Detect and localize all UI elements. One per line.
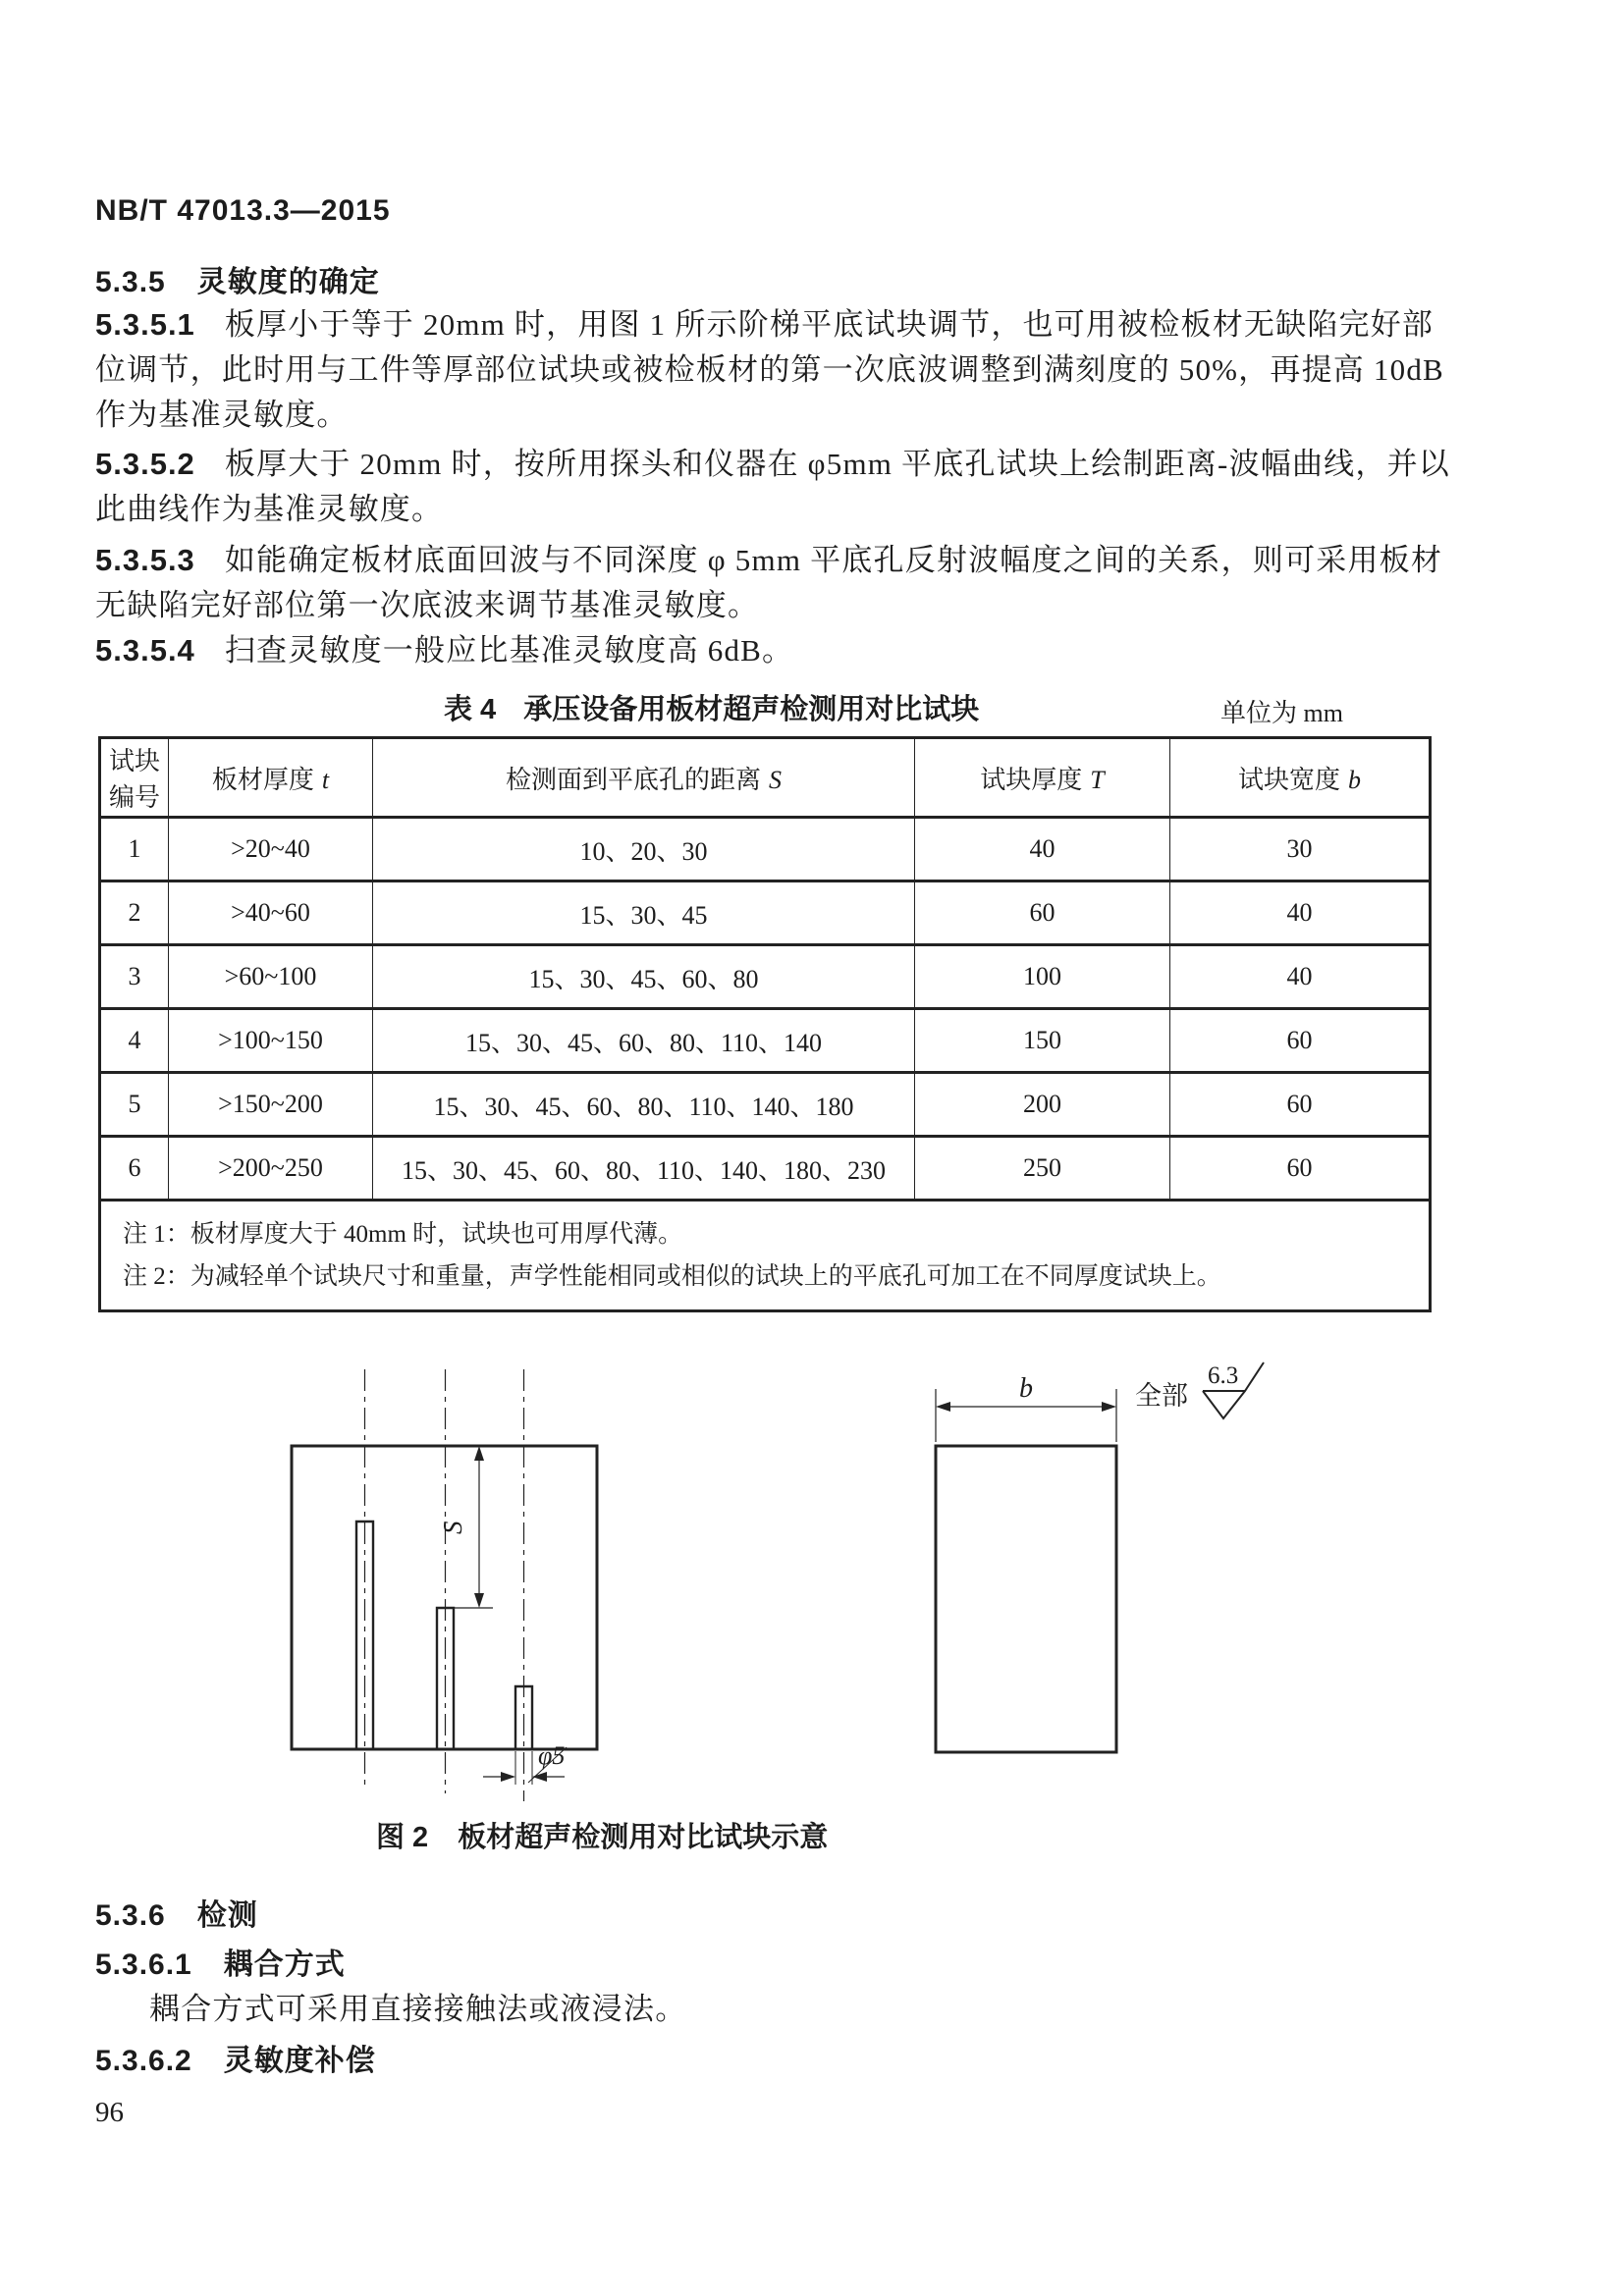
paragraph-line: 作为基准灵敏度。 [95, 398, 349, 432]
table-row [100, 881, 1431, 945]
b-arrow-left [936, 1402, 950, 1412]
cell-hole-distances: 15、30、45、60、80 [373, 945, 915, 1009]
cell-block-number: 5 [100, 1073, 169, 1137]
b-arrow-right [1102, 1402, 1116, 1412]
clause-heading-5-3-5 [95, 257, 380, 300]
col-header-block-thickness: 试块厚度 T [915, 738, 1170, 818]
paragraph-5-3-5-1 [95, 302, 1444, 438]
cell-plate-thickness: >150~200 [169, 1073, 373, 1137]
clause-title: 耦合方式 [223, 1949, 346, 1981]
clause-number: 5.3.5.2 [95, 447, 195, 481]
table-row [100, 945, 1431, 1009]
table-unit: 单位为 mm [1220, 699, 1343, 727]
clause-number: 5.3.6.1 [95, 1949, 192, 1981]
cell-block-number: 3 [100, 945, 169, 1009]
table-notes-row [100, 1201, 1431, 1311]
paragraph-line: 位调节，此时用与工件等厚部位试块或被检板材的第一次底波调整到满刻度的 50%，再提高 10dB [95, 352, 1444, 387]
clause-number: 5.3.6 [95, 1899, 166, 1932]
cell-plate-thickness: >100~150 [169, 1009, 373, 1073]
roughness-value-label: 6.3 [1208, 1362, 1239, 1389]
cell-plate-thickness: >40~60 [169, 881, 373, 945]
comparison-block-table [98, 736, 1432, 1312]
cell-block-width: 60 [1170, 1137, 1431, 1201]
cell-block-thickness: 100 [915, 945, 1170, 1009]
cell-hole-distances: 10、20、30 [373, 818, 915, 881]
cell-block-number: 4 [100, 1009, 169, 1073]
paragraph-line: 板厚大于 20mm 时，按所用探头和仪器在 φ5mm 平底孔试块上绘制距离-波幅曲线，并以 [224, 447, 1450, 481]
paragraph-line: 此曲线作为基准灵敏度。 [95, 492, 444, 526]
clause-title: 灵敏度补偿 [223, 2045, 376, 2077]
table-row [100, 818, 1431, 881]
dimension-label-S: S [438, 1521, 467, 1534]
dimension-label-b: b [1019, 1373, 1033, 1404]
table-title [444, 687, 979, 727]
col-header-block-width: 试块宽度 b [1170, 738, 1431, 818]
s-arrow-up [474, 1446, 484, 1461]
paragraph-line: 耦合方式可采用直接接触法或液浸法。 [149, 1992, 687, 2026]
cell-block-thickness: 60 [915, 881, 1170, 945]
paragraph-5-3-5-4 [95, 628, 793, 673]
phi5-arrow-left [501, 1772, 515, 1782]
block-front-view [292, 1446, 597, 1749]
cell-block-width: 40 [1170, 945, 1431, 1009]
cell-block-thickness: 150 [915, 1009, 1170, 1073]
cell-block-width: 30 [1170, 818, 1431, 881]
cell-plate-thickness: >20~40 [169, 818, 373, 881]
cell-block-number: 6 [100, 1137, 169, 1201]
cell-hole-distances: 15、30、45 [373, 881, 915, 945]
clause-number: 5.3.5.3 [95, 543, 195, 577]
cell-hole-distances: 15、30、45、60、80、110、140、180、230 [373, 1137, 915, 1201]
standard-number: NB/T 47013.3—2015 [95, 194, 391, 227]
cell-block-number: 2 [100, 881, 169, 945]
col-header-plate-thickness: 板材厚度 t [169, 738, 373, 818]
paragraph-line: 板厚小于等于 20mm 时，用图 1 所示阶梯平底试块调节，也可用被检板材无缺陷完好部 [224, 307, 1435, 342]
variable-T: T [1090, 765, 1105, 794]
clause-number: 5.3.6.2 [95, 2045, 192, 2077]
roughness-prefix-label: 全部 [1135, 1381, 1188, 1411]
paragraph-5-3-6-1 [149, 1987, 686, 2032]
block-side-view [936, 1446, 1116, 1752]
paragraph-line: 如能确定板材底面回波与不同深度 φ 5mm 平底孔反射波幅度之间的关系，则可采用板材 [224, 543, 1443, 577]
figure-caption-text: 板材超声检测用对比试块示意 [458, 1822, 829, 1853]
cell-block-width: 60 [1170, 1009, 1431, 1073]
clause-heading-5-3-6-2 [95, 2036, 376, 2079]
col-header-line: 试块 [108, 746, 160, 775]
table-label: 表 4 [444, 694, 497, 725]
table-notes [100, 1201, 1431, 1311]
paragraph-5-3-5-2 [95, 442, 1450, 532]
cell-block-width: 40 [1170, 881, 1431, 945]
clause-number: 5.3.5 [95, 266, 166, 298]
table-header-row [100, 738, 1431, 818]
cell-block-thickness: 40 [915, 818, 1170, 881]
variable-t: t [321, 765, 330, 794]
clause-number: 5.3.5.1 [95, 307, 195, 342]
cell-block-width: 60 [1170, 1073, 1431, 1137]
clause-number: 5.3.5.4 [95, 633, 195, 667]
figure-label: 图 2 [376, 1822, 429, 1853]
table-title-text: 承压设备用板材超声检测用对比试块 [523, 694, 980, 725]
cell-block-number: 1 [100, 818, 169, 881]
variable-S: S [769, 765, 782, 794]
paragraph-5-3-5-3 [95, 538, 1442, 628]
table-row [100, 1073, 1431, 1137]
page-number: 96 [95, 2097, 124, 2128]
paragraph-line: 无缺陷完好部位第一次底波来调节基准灵敏度。 [95, 588, 760, 622]
figure-caption [376, 1815, 828, 1855]
cell-plate-thickness: >60~100 [169, 945, 373, 1009]
col-header-line: 编号 [108, 782, 160, 812]
table-row [100, 1009, 1431, 1073]
col-header-hole-distance: 检测面到平底孔的距离 S [373, 738, 915, 818]
comparison-block-figure [226, 1360, 1267, 1806]
cell-plate-thickness: >200~250 [169, 1137, 373, 1201]
s-arrow-down [474, 1593, 484, 1608]
clause-heading-5-3-6 [95, 1891, 258, 1934]
cell-hole-distances: 15、30、45、60、80、110、140、180 [373, 1073, 915, 1137]
paragraph-line: 扫查灵敏度一般应比基准灵敏度高 6dB。 [224, 633, 794, 667]
table-note-2: 注 2：为减轻单个试块尺寸和重量，声学性能相同或相似的试块上的平底孔可加工在不同厚度试块上。 [123, 1263, 1221, 1290]
cell-block-thickness: 200 [915, 1073, 1170, 1137]
cell-hole-distances: 15、30、45、60、80、110、140 [373, 1009, 915, 1073]
clause-title: 检测 [196, 1899, 258, 1932]
col-header-block-number [100, 738, 169, 818]
dimension-label-phi5: φ5 [538, 1741, 566, 1770]
cell-block-thickness: 250 [915, 1137, 1170, 1201]
variable-b: b [1348, 765, 1361, 794]
clause-title: 灵敏度的确定 [196, 266, 380, 298]
table-note-1: 注 1：板材厚度大于 40mm 时，试块也可用厚代薄。 [123, 1221, 683, 1248]
table-row [100, 1137, 1431, 1201]
clause-heading-5-3-6-1 [95, 1940, 346, 1983]
